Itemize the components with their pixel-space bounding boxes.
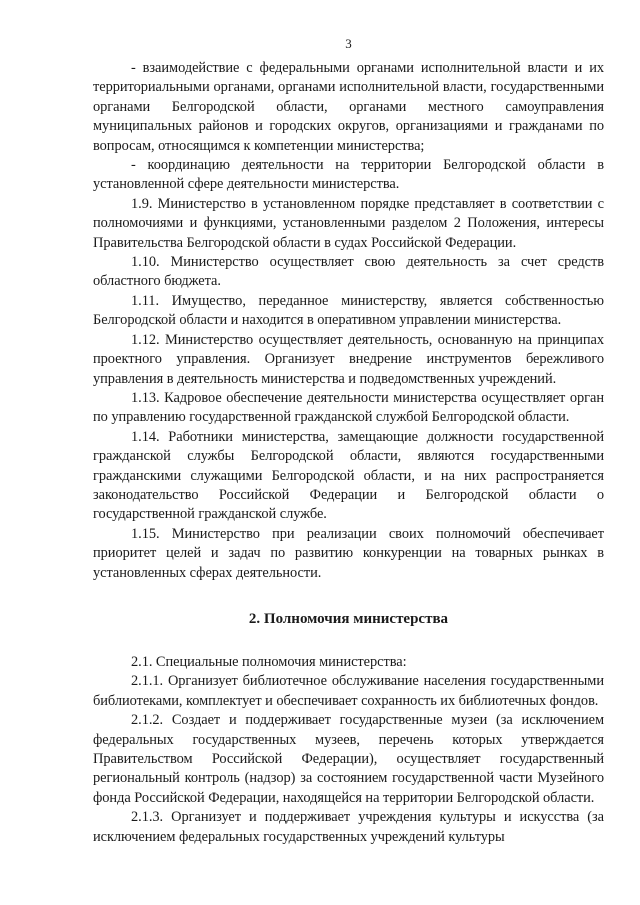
- paragraph-1-14: 1.14. Работники министерства, замещающие должности государственной гражданской службы Белгородской области, являются государственными гражданскими служащими Белгородской области, и на них распространяется законодательство Российской Федерации и Белгородской области о государственной гражданской службе.: [93, 428, 604, 523]
- paragraph-1-11: 1.11. Имущество, переданное министерству, является собственностью Белгородской области и находится в оперативном управлении министерства.: [93, 292, 604, 329]
- page-number: 3: [345, 36, 352, 51]
- paragraph-coordination: - координацию деятельности на территории Белгородской области в установленной сфере деятельности министерства.: [93, 157, 604, 193]
- paragraph-1-15: 1.15. Министерство при реализации своих полномочий обеспечивает приоритет целей и задач по развитию конкуренции на товарных рынках в установленных сферах деятельности.: [93, 525, 604, 581]
- paragraph-1-10: 1.10. Министерство осуществляет свою деятельность за счет средств областного бюджета.: [93, 254, 604, 290]
- paragraph-2-1-1: 2.1.1. Организует библиотечное обслуживание населения государственными библиотеками, комплектует и обеспечивает сохранность их библиотечных фондов.: [93, 673, 604, 709]
- paragraph-2-1: 2.1. Специальные полномочия министерства:: [131, 653, 407, 670]
- paragraph-2-1-2: 2.1.2. Создает и поддерживает государственные музеи (за исключением федеральных государственных музеев, перечень которых утверждается Правительством Российской Федерации), осуществляет государственный региональный контроль (надзор) за состоянием государственной части Музейного фонда Российской Федерации, находящейся на территории Белгородской области.: [93, 712, 604, 806]
- section-heading: 2. Полномочия министерства: [248, 610, 449, 627]
- paragraph-interaction: - взаимодействие с федеральными органами исполнительной власти и их территориальными органами, органами исполнительной власти, государственными органами Белгородской области, органами местного самоуправления муниципальных районов и городских округов, организациями и гражданами по вопросам, относящимся к компетенции министерства;: [93, 60, 604, 154]
- paragraph-2-1-3: 2.1.3. Организует и поддерживает учреждения культуры и искусства (за исключением федеральных государственных учреждений культуры: [93, 809, 604, 845]
- paragraph-1-12: 1.12. Министерство осуществляет деятельность, основанную на принципах проектного управления. Организует внедрение инструментов бережливого управления в деятельность министерства и подведомственных учреждений.: [93, 331, 604, 387]
- paragraph-1-13: 1.13. Кадровое обеспечение деятельности министерства осуществляет орган по управлению государственной гражданской службой Белгородской области.: [93, 389, 604, 426]
- paragraph-1-9: 1.9. Министерство в установленном порядке представляет в соответствии с полномочиями и функциями, установленными разделом 2 Положения, интересы Правительства Белгородской области в судах Российской Федерации.: [93, 195, 604, 251]
